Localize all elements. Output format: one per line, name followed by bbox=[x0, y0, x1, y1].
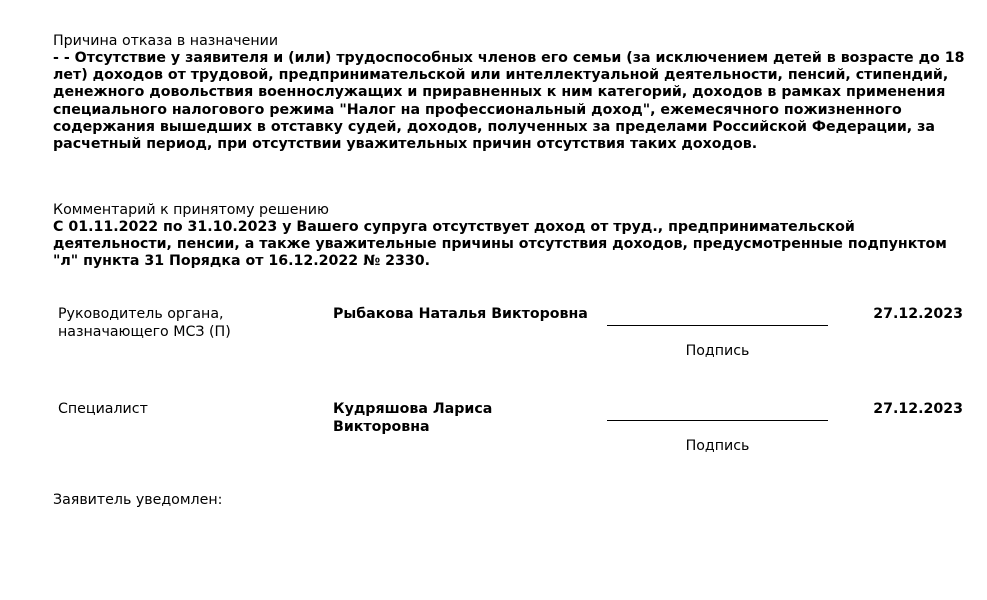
decision-comment-heading: Комментарий к принятому решению bbox=[53, 202, 329, 218]
signer-role: Специалист bbox=[58, 401, 148, 417]
signature-date: 27.12.2023 bbox=[873, 401, 963, 417]
signature-line bbox=[607, 325, 828, 326]
decision-comment-text: С 01.11.2022 по 31.10.2023 у Вашего супруга отсутствует доход от труд., предпринимательской деятельности, пенсии, а также уважительные причины отсутствия доходов, предусмотренные подпунктом "л" пункта 31 Порядка от 16.12.2022 № 2330. bbox=[53, 219, 947, 270]
applicant-notified-label: Заявитель уведомлен: bbox=[53, 492, 223, 508]
refusal-reason-text: - - Отсутствие у заявителя и (или) трудоспособных членов его семьи (за исключением детей в возрасте до 18 лет) доходов от трудовой, предпринимательской или интеллектуальной деятельности, пенсий, стипендий, денежного довольствия военнослужащих и приравненных к ним категорий, доходов в рамках применения специального налогового режима "Налог на профессиональный доход", ежемесячного пожизненного содержания вышедших в отставку судей, доходов, полученных за пределами Российской Федерации, за расчетный период, при отсутствии уважительных причин отсутствия таких доходов. bbox=[53, 50, 965, 153]
signature-line bbox=[607, 420, 828, 421]
signature-date: 27.12.2023 bbox=[873, 306, 963, 322]
refusal-reason-heading: Причина отказа в назначении bbox=[53, 33, 279, 49]
decision-comment-section bbox=[53, 202, 973, 271]
signature-caption: Подпись bbox=[685, 343, 750, 359]
signature-caption: Подпись bbox=[685, 438, 750, 454]
signer-name: Рыбакова Наталья Викторовна bbox=[333, 306, 588, 322]
signer-role: Руководитель органа, назначающего МСЗ (П) bbox=[58, 306, 231, 340]
signer-name: Кудряшова Лариса Викторовна bbox=[333, 401, 493, 435]
signature-row-specialist bbox=[0, 400, 987, 460]
refusal-reason-section bbox=[53, 33, 973, 153]
signature-row-head bbox=[0, 305, 987, 365]
